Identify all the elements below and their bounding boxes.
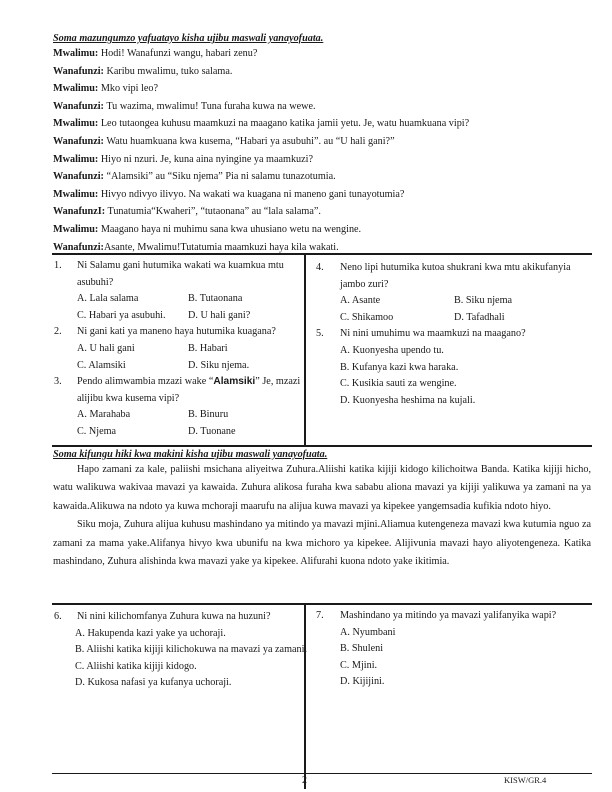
box-top-rule <box>52 253 592 255</box>
option-d[interactable]: D. Tafadhali <box>454 311 505 323</box>
question-number: 3. <box>54 376 62 388</box>
questions-left-2 <box>54 609 307 692</box>
section2-instruction: Soma kifungu hiki kwa makini kisha ujibu maswali yanayofuata. <box>53 449 328 460</box>
question-stem: Ni nini umuhimu wa maamkuzi na maagano? <box>340 328 526 340</box>
questions-right <box>316 260 584 409</box>
questions-right-2 <box>316 608 586 691</box>
dialogue-line <box>53 186 593 204</box>
question-stem: Mashindano ya mitindo ya mavazi yalifanyika wapi? <box>340 610 557 621</box>
options <box>54 291 302 324</box>
option-b[interactable]: B. Siku njema <box>454 295 513 307</box>
passage <box>53 461 591 571</box>
options <box>54 407 302 440</box>
dialogue-line <box>53 221 593 239</box>
utterance: Tunatumia“Kwaheri”, “tutaonana” au “lala salama”. <box>105 206 321 218</box>
section1-instruction: Soma mazungumzo yafuatayo kisha ujibu maswali yanayofuata. <box>53 33 324 44</box>
options <box>316 293 584 326</box>
option-a[interactable]: A. Nyumbani <box>340 626 396 638</box>
question-number: 4. <box>316 262 324 273</box>
option-c[interactable]: C. Njema <box>77 425 117 437</box>
dialogue <box>53 45 593 256</box>
question-number: 2. <box>54 326 62 338</box>
question-6 <box>54 609 307 692</box>
dialogue-line <box>53 98 593 116</box>
option-c[interactable]: C. Mjini. <box>340 659 378 671</box>
utterance: Asante, Mwalimu!Tutatumia maamkuzi haya kila wakati. <box>103 241 339 253</box>
passage-paragraph: Siku moja, Zuhura alijua kuhusu mashindano ya mitindo ya mavazi mjini.Aliamua kutengeneza mavazi kwa kutumia nguo za zamani za mama yake.Alifanya hivyo kwa ubunifu na kwa michoro ya kipekee. Alijivunia mavazi hayo aliyotengeneza. Katika mashindano, Zuhura alishinda kwa mavazi yake ya kipekee. Alifurahi kuona ndoto yake ikitimia. <box>53 519 591 568</box>
speaker: WanafunzI: <box>53 206 106 218</box>
options <box>54 626 307 692</box>
option-b[interactable]: B. Binuru <box>188 409 229 421</box>
option-c[interactable]: C. Kusikia sauti za wengine. <box>340 378 457 390</box>
question-2 <box>54 324 302 374</box>
question-3 <box>54 374 302 440</box>
option-a[interactable]: A. Kuonyesha upendo tu. <box>340 344 444 356</box>
question-stem: Neno lipi hutumika kutoa shukrani kwa mtu akikufanyia jambo zuri? <box>340 262 571 290</box>
dialogue-line <box>53 203 593 221</box>
utterance: Mko vipi leo? <box>98 83 158 95</box>
speaker: Wanafunzi: <box>53 171 104 183</box>
speaker: Wanafunzi: <box>53 100 104 112</box>
option-a[interactable]: A. Lala salama <box>77 293 139 305</box>
option-b[interactable]: B. Habari <box>188 342 228 354</box>
speaker: Wanafunzi: <box>53 65 104 77</box>
speaker: Mwalimu: <box>53 153 99 165</box>
speaker: Mwalimu: <box>53 188 99 200</box>
box2-center-rule <box>304 603 306 789</box>
question-1 <box>54 258 302 324</box>
speaker: Mwalimu: <box>53 118 99 130</box>
exam-code: KISW/GR.4 <box>504 775 547 785</box>
question-5 <box>316 326 584 409</box>
options <box>316 625 586 691</box>
question-stem: Ni gani kati ya maneno haya hutumika kuagana? <box>77 326 276 338</box>
utterance: Maagano haya ni muhimu sana kwa uhusiano wetu na wengine. <box>98 223 362 235</box>
utterance: “Alamsiki” au “Siku njema” Pia ni salamu tunazotumia. <box>103 171 336 183</box>
box-bottom-rule <box>52 445 592 447</box>
option-c[interactable]: C. Alamsiki <box>77 359 126 371</box>
passage-paragraph: Hapo zamani za kale, paliishi msichana aliyeitwa Zuhura.Aliishi katika kijiji kidogo kilichoitwa Banda. Katika kijiji hicho, watu walikuwa wakivaa mavazi ya kawaida. Zuhura alikosa furaha kwa sababu aliona mavazi ya kijiji yalikuwa ya zamani na ya kawaida.Alikuwa na ndoto ya kuwa mchoraji maarufu na alijua kuwa mavazi ya kipekee yangemsadia kufikia ndoto hiyo. <box>53 464 591 512</box>
utterance: Watu huamkuana kwa kusema, “Habari ya asubuhi”. au “U hali gani?” <box>103 135 395 147</box>
option-d[interactable]: D. Siku njema. <box>188 359 250 371</box>
utterance: Karibu mwalimu, tuko salama. <box>103 65 233 77</box>
utterance: Tu wazima, mwalimu! Tuna furaha kuwa na wewe. <box>103 100 316 112</box>
speaker: Mwalimu: <box>53 223 99 235</box>
questions-left <box>54 258 302 441</box>
option-c[interactable]: C. Habari ya asubuhi. <box>77 309 166 321</box>
dialogue-line <box>53 115 593 133</box>
stem-text: ” Je, mzazi alijibu kwa kusema vipi? <box>77 376 301 404</box>
utterance: Leo tutaongea kuhusu maamkuzi na maagano katika jamii yetu. Je, watu huamkuana vipi? <box>98 118 470 130</box>
box-center-rule <box>304 253 306 446</box>
option-d[interactable]: D. Kuonyesha heshima na kujali. <box>340 394 476 406</box>
question-number: 5. <box>316 328 324 340</box>
stem-keyword: Alamsiki <box>213 376 256 388</box>
question-stem <box>54 374 302 407</box>
options <box>54 341 302 374</box>
option-a[interactable]: A. Marahaba <box>77 409 131 421</box>
question-number: 1. <box>54 260 62 271</box>
option-a[interactable]: A. Asante <box>340 295 381 307</box>
question-stem: Ni nini kilichomfanya Zuhura kuwa na huzuni? <box>77 611 271 622</box>
speaker: Wanafunzi: <box>53 135 104 147</box>
utterance: Hiyo ni nzuri. Je, kuna aina nyingine ya maamkuzi? <box>98 153 314 165</box>
option-b[interactable]: B. Tutaonana <box>188 293 243 305</box>
dialogue-line <box>53 168 593 186</box>
question-7 <box>316 608 586 691</box>
dialogue-line <box>53 151 593 169</box>
option-b[interactable]: B. Shuleni <box>340 643 384 655</box>
question-4 <box>316 260 584 326</box>
utterance: Hodi! Wanafunzi wangu, habari zenu? <box>98 48 258 59</box>
option-b[interactable]: B. Aliishi katika kijiji kilichokuwa na mavazi ya zamani. <box>75 644 307 656</box>
question-number: 6. <box>54 611 62 622</box>
speaker: Mwalimu: <box>53 48 99 59</box>
option-c[interactable]: C. Aliishi katika kijiji kidogo. <box>75 660 197 672</box>
question-stem: Ni Salamu gani hutumika wakati wa kuamkua mtu asubuhi? <box>77 260 284 288</box>
option-b[interactable]: B. Kufanya kazi kwa haraka. <box>340 361 459 373</box>
speaker: Wanafunzi: <box>53 241 104 253</box>
page-number: 2 <box>302 775 307 786</box>
option-c[interactable]: C. Shikamoo <box>340 311 394 323</box>
box2-top-rule <box>52 603 592 605</box>
options <box>316 343 584 409</box>
option-d[interactable]: D. Kukosa nafasi ya kufanya uchoraji. <box>75 677 232 689</box>
dialogue-line <box>53 80 593 98</box>
dialogue-line <box>53 45 593 63</box>
option-a[interactable]: A. U hali gani <box>77 342 135 354</box>
speaker: Mwalimu: <box>53 83 99 95</box>
option-d[interactable]: D. Tuonane <box>188 425 236 437</box>
dialogue-line <box>53 63 593 81</box>
utterance: Hivyo ndivyo ilivyo. Na wakati wa kuagana ni maneno gani tunayotumia? <box>98 188 405 200</box>
stem-text: Pendo alimwambia mzazi wake “ <box>77 376 214 388</box>
option-a[interactable]: A. Hakupenda kazi yake ya uchoraji. <box>75 627 226 639</box>
footer-rule <box>52 773 592 774</box>
dialogue-line <box>53 133 593 151</box>
option-d[interactable]: D. U hali gani? <box>188 309 251 321</box>
option-d[interactable]: D. Kijijini. <box>340 676 385 688</box>
question-number: 7. <box>316 610 324 621</box>
